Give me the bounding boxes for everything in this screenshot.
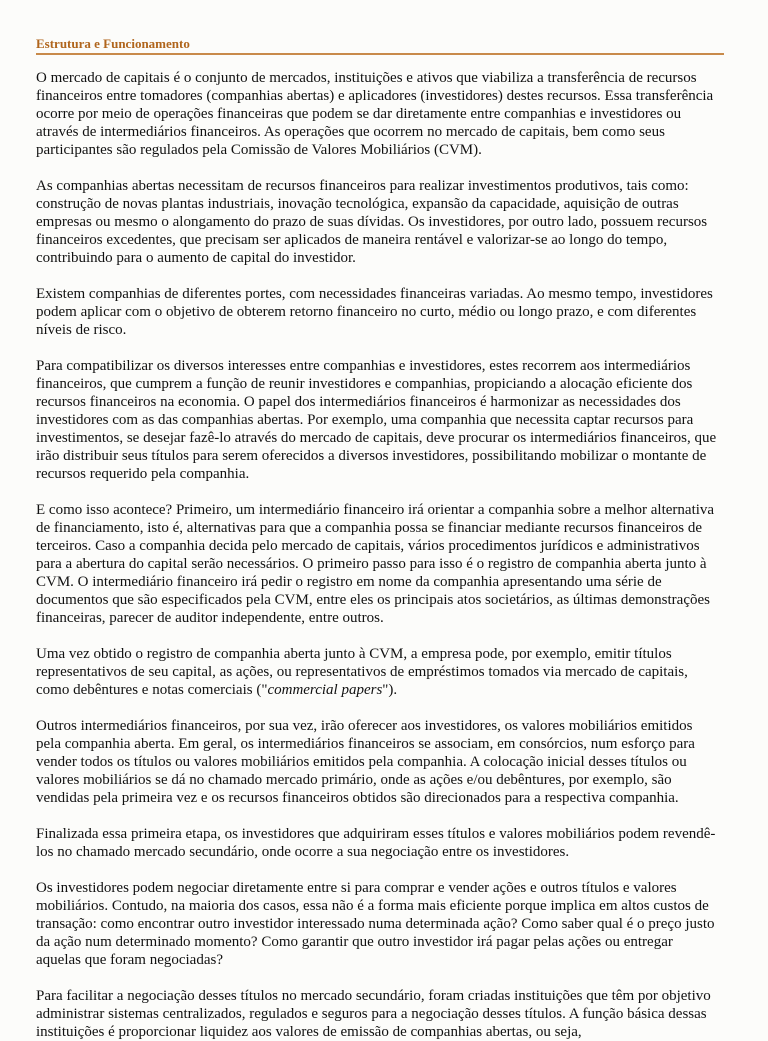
paragraph-portes: Existem companhias de diferentes portes, com necessidades financeiras variadas. Ao mesmo tempo, investidores podem aplicar com o objetivo de obterem retorno financeiro no curto, médio ou longo prazo, e com diferentes níveis de risco. [36, 286, 713, 338]
italic-term: commercial papers [267, 682, 383, 698]
paragraph-mercado-primario: Outros intermediários financeiros, por sua vez, irão oferecer aos investidores, os valores mobiliários emitidos pela companhia aberta. Em geral, os intermediários financeiros se associam, em consórcios, num esforço para vender todos os títulos ou valores mobiliários emitidos pela companhia. A colocação inicial desses títulos ou valores mobiliários se dá no chamado mercado primário, onde as ações e/ou debêntures, por exemplo, são vendidas pela primeira vez e os recursos financeiros obtidos são direcionados para a respectiva companhia. [36, 718, 695, 806]
document-body [36, 69, 720, 1041]
paragraph-como-acontece: E como isso acontece? Primeiro, um intermediário financeiro irá orientar a companhia sobre a melhor alternativa de financiamento, isto é, alternativas para que a companhia possa se financiar mediante recursos financeiros de terceiros. Caso a companhia decida pelo mercado de capitais, vários procedimentos jurídicos e administrativos para a abertura do capital serão necessários. O primeiro passo para isso é o registro de companhia aberta junto à CVM. O intermediário financeiro irá pedir o registro em nome da companhia apresentando uma série de documentos que são especificados pela CVM, entre eles os principais atos societários, as últimas demonstrações financeiras, parecer de auditor independente, entre outros. [36, 502, 715, 626]
paragraph-registro-obtido [36, 645, 720, 699]
paragraph-instituicoes: Para facilitar a negociação desses títulos no mercado secundário, foram criadas instituições que têm por objetivo administrar sistemas centralizados, regulados e seguros para a negociação desses títulos. A função básica dessas instituições é proporcionar liquidez aos valores de emissão de companhias abertas, ou seja, [36, 988, 711, 1040]
section-title: Estrutura e Funcionamento [36, 36, 190, 51]
paragraph-mercado-de-capitais: O mercado de capitais é o conjunto de mercados, instituições e ativos que viabiliza a transferência de recursos financeiros entre tomadores (companhias abertas) e aplicadores (investidores) destes recursos. Essa transferência ocorre por meio de operações financeiras que podem se dar diretamente entre companhias e investidores ou através de intermediários financeiros. As operações que ocorrem no mercado de capitais, bem como seus participantes são regulados pela Comissão de Valores Mobiliários (CVM). [36, 70, 714, 158]
paragraph-mercado-secundario: Finalizada essa primeira etapa, os investidores que adquiriram esses títulos e valores mobiliários podem revendê-los no chamado mercado secundário, onde ocorre a sua negociação entre os investidores. [36, 826, 716, 860]
paragraph-text: "). [382, 682, 398, 698]
title-underline [36, 53, 724, 55]
paragraph-text: Uma vez obtido o registro de companhia aberta junto à CVM, a empresa pode, por exemplo, emitir títulos representativos de seu capital, as ações, ou representativos de empréstimos tomados via mercado de capitais, como debêntures e notas comerciais (" [36, 646, 688, 698]
paragraph-intermediarios: Para compatibilizar os diversos interesses entre companhias e investidores, estes recorrem aos intermediários financeiros, que cumprem a função de reunir investidores e companhias, propiciando a alocação eficiente dos recursos financeiros na economia. O papel dos intermediários financeiros é harmonizar as necessidades dos investidores com as das companhias abertas. Por exemplo, uma companhia que necessita captar recursos para investimentos, se desejar fazê-lo através do mercado de capitais, deve procurar os intermediários financeiros, que irão distribuir seus títulos para serem oferecidos a diversos investidores, possibilitando mobilizar o montante de recursos requerido pela companhia. [36, 358, 717, 482]
paragraph-companhias-abertas: As companhias abertas necessitam de recursos financeiros para realizar investimentos produtivos, tais como: construção de novas plantas industriais, inovação tecnológica, expansão da capacidade, aquisição de outras empresas ou mesmo o alongamento do prazo de suas dívidas. Os investidores, por outro lado, possuem recursos financeiros excedentes, que precisam ser aplicados de maneira rentável e valorizar-se ao longo do tempo, contribuindo para o aumento de capital do investidor. [36, 178, 708, 266]
paragraph-negociacao-direta: Os investidores podem negociar diretamente entre si para comprar e vender ações e outros títulos e valores mobiliários. Contudo, na maioria dos casos, essa não é a forma mais eficiente porque implica em altos custos de transação: como encontrar outro investidor interessado numa determinada ação? Como saber qual é o preço justo da ação num determinado momento? Como garantir que outro investidor irá pagar pelas ações ou entregar aquelas que foram negociadas? [36, 880, 715, 968]
